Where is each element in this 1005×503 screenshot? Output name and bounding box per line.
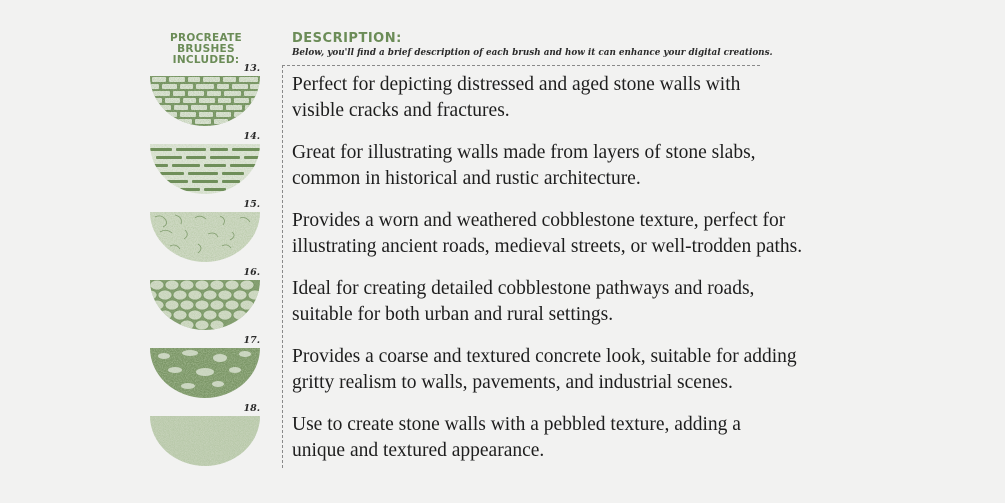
brush-description-line1: Great for illustrating walls made from layers of stone slabs, [292, 142, 756, 163]
brush-description-line1: Use to create stone walls with a pebbled texture, adding a [292, 414, 741, 435]
brush-description-line2: gritty realism to walls, pavements, and industrial scenes. [292, 372, 733, 393]
brush-number: 15. [243, 199, 260, 210]
brush-row-17 [0, 335, 1005, 401]
brush-row-14 [0, 131, 1005, 197]
cobblestone-path-texture-icon [150, 280, 260, 332]
brush-description-line2: visible cracks and fractures. [292, 100, 510, 121]
brushes-title-line2: BRUSHES INCLUDED: [172, 43, 240, 66]
brush-number: 18. [243, 403, 260, 414]
brush-description-line2: common in historical and rustic architecture. [292, 168, 641, 189]
worn-cobblestone-texture-icon [150, 212, 260, 264]
brush-description-line2: unique and textured appearance. [292, 440, 545, 461]
brushes-title-line1: PROCREATE [169, 32, 243, 44]
brush-description-line1: Ideal for creating detailed cobblestone pathways and roads, [292, 278, 755, 299]
brush-row-16 [0, 267, 1005, 333]
brush-row-15 [0, 199, 1005, 265]
brush-description-line1: Provides a worn and weathered cobblestone texture, perfect for [292, 210, 786, 231]
description-subtitle: Below, you'll find a brief description of each brush and how it can enhance your digital creations. [292, 48, 773, 58]
brush-description-line1: Perfect for depicting distressed and aged stone walls with [292, 74, 741, 95]
brush-row-13 [0, 63, 1005, 129]
brush-number: 16. [243, 267, 260, 278]
cracked-stone-texture-icon [150, 76, 260, 128]
stone-slabs-texture-icon [150, 144, 260, 196]
brush-row-18 [0, 403, 1005, 469]
brushes-included-title [146, 33, 266, 66]
pebbled-stone-texture-icon [150, 416, 260, 468]
coarse-concrete-texture-icon [150, 348, 260, 400]
brush-description-line1: Provides a coarse and textured concrete look, suitable for adding [292, 346, 797, 367]
brush-description-line2: illustrating ancient roads, medieval streets, or well-trodden paths. [292, 236, 803, 257]
brush-description-line2: suitable for both urban and rural settings. [292, 304, 614, 325]
brush-number: 14. [243, 131, 260, 142]
brush-description-16 [292, 276, 892, 328]
brush-description-17 [292, 344, 892, 396]
brush-number: 17. [243, 335, 260, 346]
brush-description-15 [292, 208, 892, 260]
description-heading: DESCRIPTION: [292, 31, 402, 46]
brush-number: 13. [243, 63, 260, 74]
brush-description-14 [292, 140, 892, 192]
brush-description-13 [292, 72, 892, 124]
brush-description-18 [292, 412, 892, 464]
